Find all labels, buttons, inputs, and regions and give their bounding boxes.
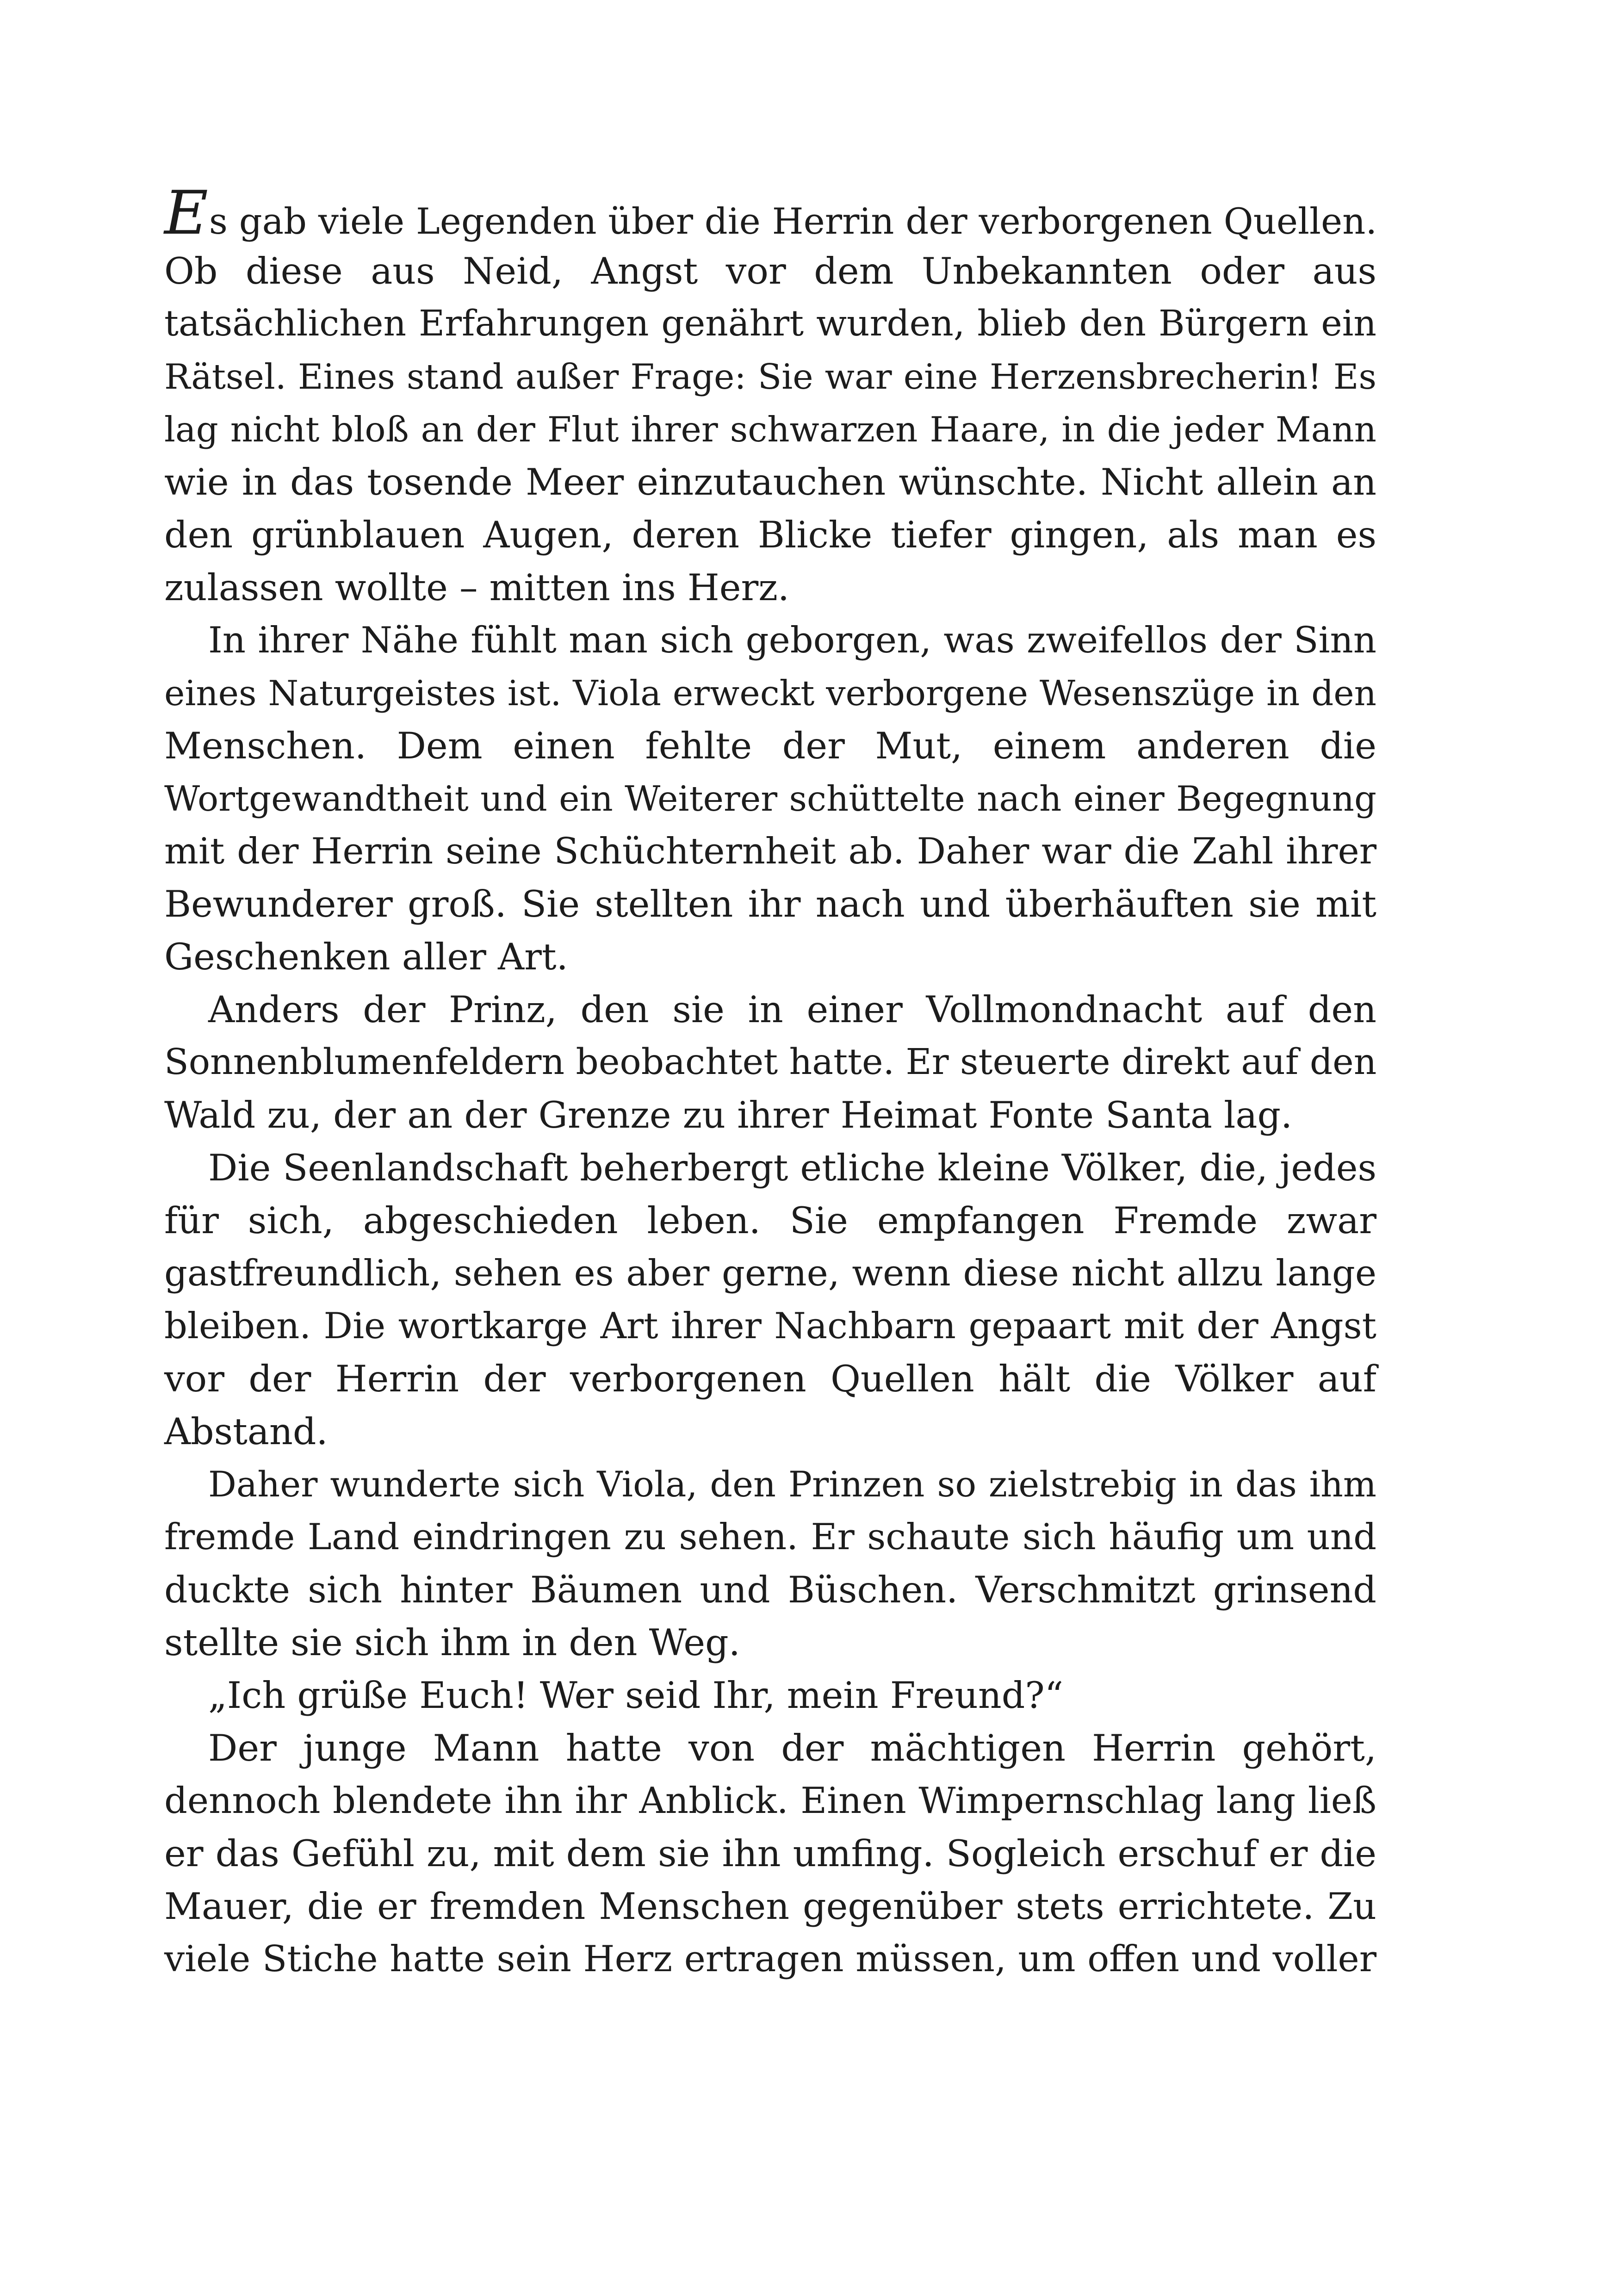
- text-line: Wortgewandtheit und ein Weiterer schüttelte nach einer Begegnung: [164, 778, 1376, 819]
- body-text: [164, 178, 1377, 1986]
- text-line: wie in das tosende Meer einzutauchen wünschte. Nicht allein an: [164, 461, 1376, 503]
- text-line: bleiben. Die wortkarge Art ihrer Nachbarn gepaart mit der Angst: [164, 1305, 1376, 1347]
- text-line: [164, 178, 1377, 248]
- text-line: viele Stiche hatte sein Herz ertragen müssen, um offen und voller: [164, 1938, 1376, 1980]
- text-line: stellte sie sich ihm in den Weg.: [164, 1621, 740, 1664]
- text-line: vor der Herrin der verborgenen Quellen hält die Völker auf: [164, 1358, 1376, 1400]
- text-line: lag nicht bloß an der Flut ihrer schwarzen Haare, in die jeder Mann: [164, 409, 1376, 450]
- text-line: Sonnenblumenfeldern beobachtet hatte. Er steuerte direkt auf den: [164, 1042, 1377, 1083]
- text-line: Anders der Prinz, den sie in einer Vollmondnacht auf den: [208, 988, 1376, 1031]
- text-line: „Ich grüße Euch! Wer seid Ihr, mein Freund?“: [208, 1674, 1064, 1717]
- paragraph-p2: [164, 614, 1376, 983]
- text-line: mit der Herrin seine Schüchternheit ab. Daher war die Zahl ihrer: [164, 831, 1376, 872]
- text-line: er das Gefühl zu, mit dem sie ihn umfing. Sogleich erschuf er die: [164, 1832, 1376, 1875]
- text-line: fremde Land eindringen zu sehen. Er schaute sich häufig um und: [164, 1516, 1376, 1558]
- text-line: für sich, abgeschieden leben. Sie empfangen Fremde zwar: [164, 1199, 1376, 1242]
- text-line-content: s gab viele Legenden über die Herrin der verborgenen Quellen.: [209, 201, 1377, 242]
- text-line: dennoch blendete ihn ihr Anblick. Einen Wimpernschlag lang ließ: [164, 1780, 1376, 1822]
- drop-cap-letter: E: [164, 178, 208, 248]
- text-line: Rätsel. Eines stand außer Frage: Sie war eine Herzensbrecherin! Es: [164, 356, 1376, 397]
- paragraph-p1: [164, 178, 1377, 614]
- paragraph-p6: [164, 1669, 1376, 1722]
- text-line: Die Seenlandschaft beherbergt etliche kleine Völker, die, jedes: [208, 1147, 1376, 1189]
- text-line: gastfreundlich, sehen es aber gerne, wenn diese nicht allzu lange: [164, 1253, 1376, 1294]
- text-line: den grünblauen Augen, deren Blicke tiefer gingen, als man es: [164, 514, 1376, 556]
- text-line: Daher wunderte sich Viola, den Prinzen so zielstrebig in das ihm: [208, 1464, 1376, 1505]
- text-line: Wald zu, der an der Grenze zu ihrer Heimat Fonte Santa lag.: [164, 1094, 1293, 1136]
- text-line: Menschen. Dem einen fehlte der Mut, einem anderen die: [164, 725, 1376, 767]
- text-line: Der junge Mann hatte von der mächtigen Herrin gehört,: [208, 1727, 1376, 1769]
- text-line: zulassen wollte – mitten ins Herz.: [164, 566, 789, 609]
- paragraph-p3: [164, 983, 1376, 1142]
- text-line: tatsächlichen Erfahrungen genährt wurden, blieb den Bürgern ein: [164, 303, 1376, 344]
- paragraph-p5: [164, 1458, 1376, 1669]
- text-line: duckte sich hinter Bäumen und Büschen. Verschmitzt grinsend: [164, 1569, 1376, 1611]
- text-line: Geschenken aller Art.: [164, 936, 568, 978]
- text-line: Abstand.: [164, 1410, 328, 1453]
- text-line: In ihrer Nähe fühlt man sich geborgen, was zweifellos der Sinn: [208, 620, 1376, 661]
- text-line: Ob diese aus Neid, Angst vor dem Unbekannten oder aus: [164, 250, 1376, 292]
- paragraph-p7: [164, 1722, 1376, 1986]
- text-line: Bewunderer groß. Sie stellten ihr nach und überhäuften sie mit: [164, 883, 1376, 925]
- text-line: eines Naturgeistes ist. Viola erweckt verborgene Wesenszüge in den: [164, 673, 1376, 714]
- paragraph-p4: [164, 1142, 1376, 1458]
- text-line: Mauer, die er fremden Menschen gegenüber stets errichtete. Zu: [164, 1885, 1376, 1928]
